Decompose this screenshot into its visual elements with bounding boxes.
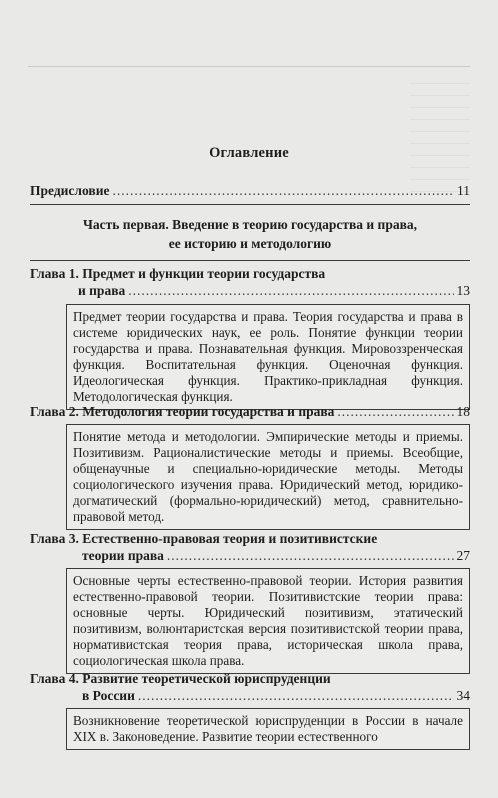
toc-page-number: 34 bbox=[456, 688, 470, 703]
chapter-title-line1: Глава 3. Естественно-правовая теория и позитивистские bbox=[30, 531, 378, 546]
toc-entry-chapter-2[interactable] bbox=[30, 403, 470, 420]
toc-entry-chapter-3[interactable] bbox=[30, 530, 470, 564]
chapter-1-summary: Предмет теории государства и права. Теория государства и права в системе юридических наук, ее роль. Понятие функции теории государства и права. Познавательная функция. Мировоззренческая функция. Воспитательная функция. Оценочная функция. Идеологическая функция. Практико-прикладная функция. Методологическая функция. bbox=[66, 304, 470, 410]
chapter-3-summary: Основные черты естественно-правовой теории. История развития естественно-правовой теории. Позитивистские теории права: основные черты. Юридический позитивизм, этатический позитивизм, волюнтаристская версия позитивистской теории права, нормативистская теория права, историческая школа права, социологическая школа права. bbox=[66, 568, 470, 674]
chapter-title-line1: Глава 1. Предмет и функции теории государства bbox=[30, 266, 326, 281]
part-heading-line1: Часть первая. Введение в теорию государства и права, bbox=[82, 217, 418, 232]
chapter-4-summary: Возникновение теоретической юриспруденции в России в начале XIX в. Законоведение. Развитие теории естественного bbox=[66, 708, 470, 750]
chapter-2-summary: Понятие метода и методологии. Эмпирические методы и приемы. Позитивизм. Рационалистические методы и приемы. Всеобщие, общенаучные и специально-юридические методы. Методы социологического изучения права. Юридический метод, юридико-догматический (формально-юридический) метод, сравнительно-правовой метод. bbox=[66, 424, 470, 530]
toc-page-number: 18 bbox=[456, 404, 470, 419]
part-heading bbox=[30, 215, 470, 253]
leader-dots bbox=[112, 182, 454, 199]
part-heading-line2: ее историю и методологию bbox=[168, 236, 332, 251]
toc-entry-chapter-1[interactable] bbox=[30, 265, 470, 299]
page-title: Оглавление bbox=[209, 145, 289, 161]
chapter-title-line2: теории права bbox=[82, 548, 164, 563]
toc-page-number: 13 bbox=[456, 283, 470, 298]
leader-dots bbox=[138, 687, 454, 704]
toc-page-number: 11 bbox=[457, 183, 470, 198]
leader-dots bbox=[167, 547, 454, 564]
bleed-through-rule bbox=[28, 66, 470, 67]
bleed-through-lines bbox=[410, 72, 470, 192]
chapter-title-line2: и права bbox=[78, 283, 126, 298]
divider bbox=[30, 204, 470, 205]
chapter-title-line1: Глава 4. Развитие теоретической юриспруденции bbox=[30, 671, 331, 686]
leader-dots bbox=[128, 282, 453, 299]
chapter-title-line2: в России bbox=[82, 688, 135, 703]
toc-entry-preface[interactable] bbox=[30, 182, 470, 199]
leader-dots bbox=[337, 403, 453, 420]
toc-page-number: 27 bbox=[456, 548, 470, 563]
toc-entry-chapter-4[interactable] bbox=[30, 670, 470, 704]
toc-entry-label: Предисловие bbox=[30, 183, 110, 198]
divider bbox=[30, 260, 470, 261]
chapter-title-line1: Глава 2. Методология теории государства и права bbox=[30, 404, 335, 419]
